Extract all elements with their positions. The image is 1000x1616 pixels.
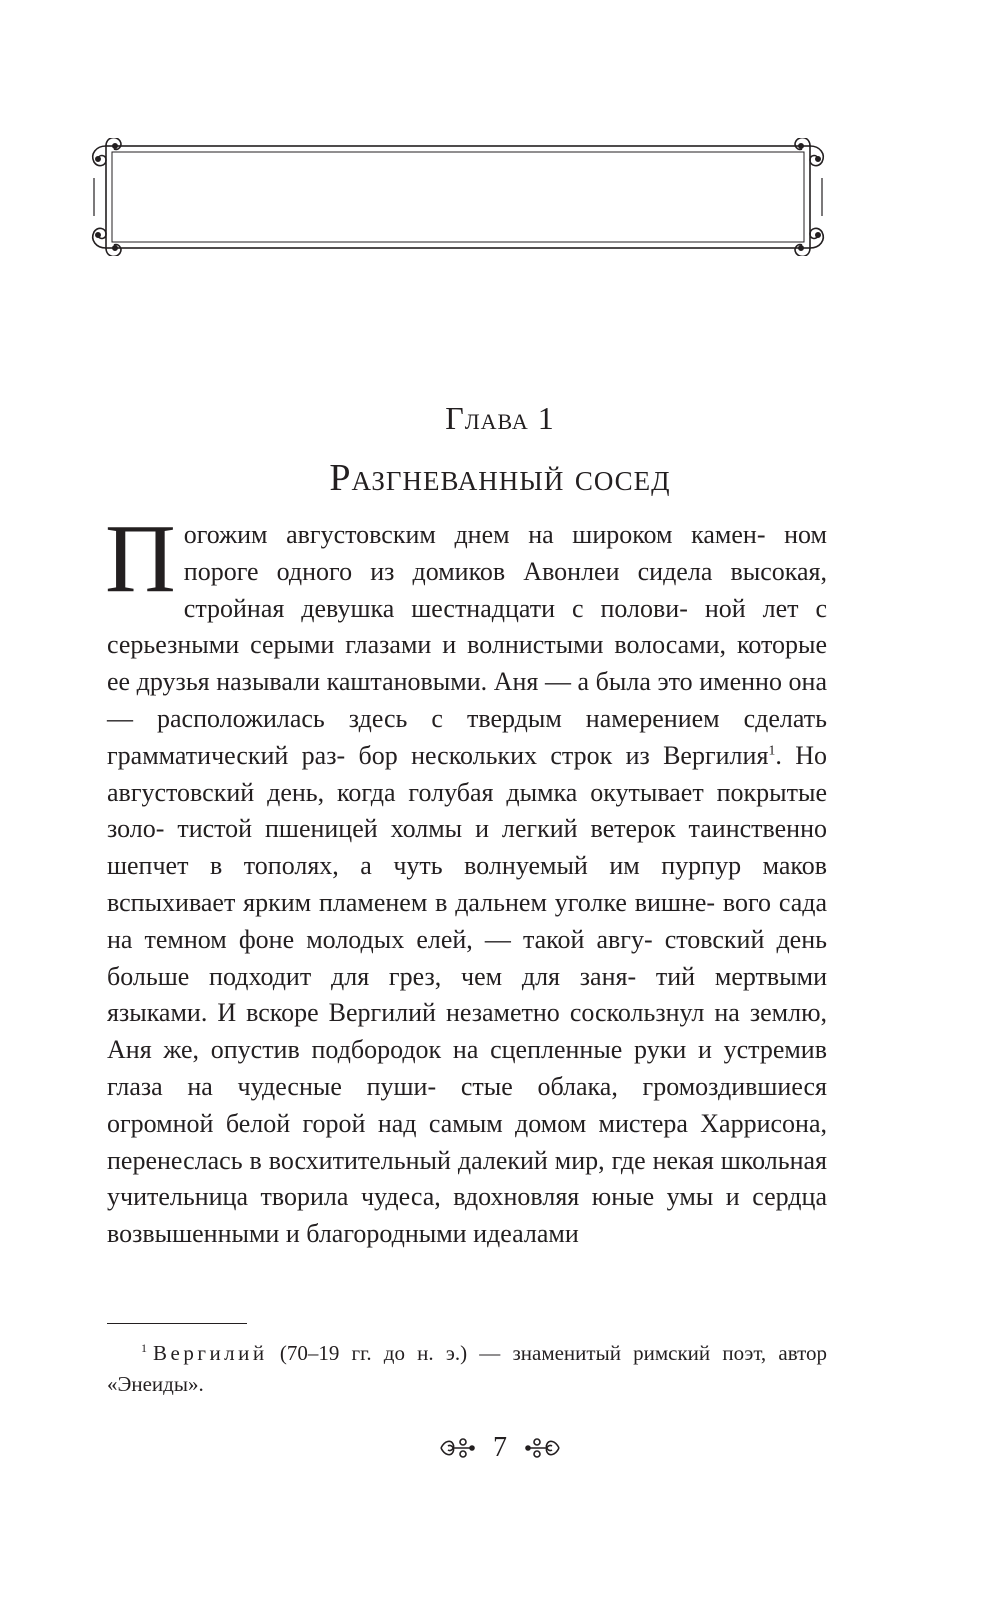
text-line: день, когда голубая дымка окутывает покрытые золо- bbox=[107, 777, 827, 844]
text-line: Аня — а была это именно она — расположилась здесь bbox=[107, 667, 828, 733]
text-line: огожим августовским днем на широком камен- bbox=[183, 520, 766, 549]
text-line: сцепленные руки и устремив глаза на чудесные пуши- bbox=[107, 1035, 827, 1101]
text-line: бор нескольких строк из Вергилия bbox=[358, 740, 769, 770]
chapter-title: Разгневанный сосед bbox=[329, 457, 671, 499]
ornamental-frame-icon bbox=[88, 138, 828, 256]
text-line: с твердым намерением сделать грамматический раз- bbox=[107, 703, 827, 770]
footnote-name: Вергилий bbox=[153, 1341, 268, 1365]
text-line: и сердца возвышенными и благородными идеалами bbox=[107, 1182, 827, 1249]
text-line: ном пороге одного из домиков Авонлеи сидела bbox=[183, 520, 828, 586]
text-line: тистой пшеницей холмы и легкий ветерок таинственно bbox=[177, 814, 827, 844]
page-folio bbox=[0, 1428, 1000, 1468]
page-number: 7 bbox=[493, 1432, 507, 1463]
chapter-number: Глава 1 bbox=[445, 400, 555, 436]
footnote-text-continued: поэт, автор «Энеиды». bbox=[107, 1341, 827, 1396]
text-line: стые облака, громоздившиеся огромной белой горой bbox=[107, 1071, 828, 1138]
text-line: высокая, стройная девушка шестнадцати с полови- bbox=[183, 556, 828, 623]
text-line: учительница творила чудеса, вдохновляя юные умы bbox=[107, 1182, 714, 1212]
body-paragraph bbox=[105, 505, 828, 1253]
drop-cap: П bbox=[105, 505, 176, 613]
text-line: ной лет с серьезными серыми глазами и волнистыми bbox=[107, 593, 827, 660]
text-line: стовский день больше подходит для грез, чем для заня- bbox=[107, 924, 827, 991]
text-line: в восхитительный далекий мир, где некая школьная bbox=[249, 1145, 828, 1175]
text-line: волосами, которые ее друзья называли каштановыми. bbox=[107, 630, 828, 697]
fleuron-right-icon bbox=[525, 1434, 561, 1462]
fleuron-left-icon bbox=[439, 1434, 475, 1462]
text-line: над самым домом мистера Харрисона, перенеслась bbox=[107, 1108, 827, 1175]
chapter-ornamental-frame bbox=[88, 138, 828, 256]
text-line: . Но августовский bbox=[107, 740, 828, 807]
footnote-reference: 1 bbox=[768, 743, 776, 759]
footnote-divider bbox=[107, 1323, 247, 1324]
text-line: шепчет в тополях, а чуть волнуемый им пурпур маков bbox=[107, 851, 827, 881]
footnote bbox=[107, 1338, 827, 1400]
text-line: соскользнул на землю, Аня же, опустив подбородок на bbox=[107, 998, 827, 1065]
text-line: вспыхивает ярким пламенем в дальнем уголке вишне- bbox=[107, 887, 716, 917]
footnote-mark: 1 bbox=[141, 1341, 147, 1355]
text-line: тий мертвыми языками. И вскоре Вергилий незаметно bbox=[107, 961, 827, 1028]
footnote-text: (70–19 гг. до н. э.) — знаменитый римский bbox=[267, 1341, 711, 1365]
text-line: вого сада на темном фоне молодых елей, — такой авгу- bbox=[107, 887, 828, 954]
